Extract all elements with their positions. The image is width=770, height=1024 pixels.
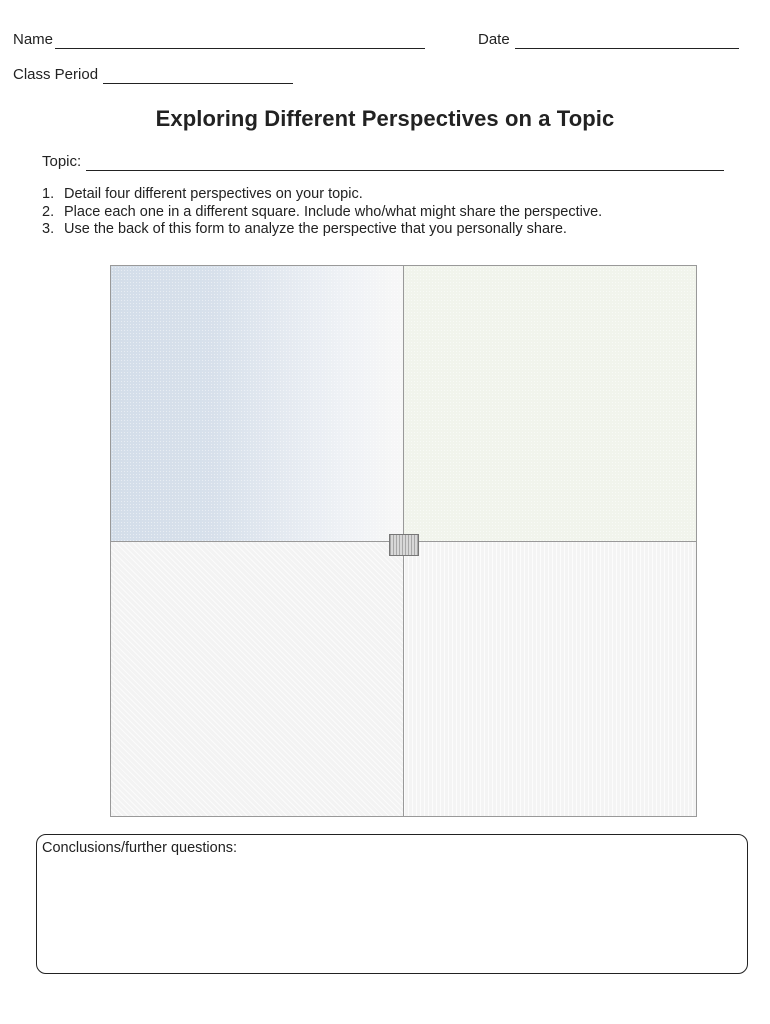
- date-field-row: [478, 31, 739, 49]
- topic-label: Topic:: [42, 153, 82, 170]
- instruction-text: Use the back of this form to analyze the perspective that you personally share.: [64, 221, 567, 237]
- perspective-square-top-right[interactable]: [404, 266, 696, 542]
- instructions-list: [42, 186, 602, 239]
- instruction-text: Detail four different perspectives on your topic.: [64, 186, 363, 202]
- conclusions-label: Conclusions/further questions:: [42, 840, 238, 856]
- class-period-input-line[interactable]: [103, 68, 293, 84]
- topic-input-line[interactable]: [86, 155, 724, 171]
- instruction-number: 2.: [42, 203, 55, 220]
- grid-center-tab: [389, 534, 419, 556]
- class-period-label: Class Period: [13, 66, 99, 83]
- name-field-row: [13, 31, 425, 49]
- conclusions-box[interactable]: [36, 834, 748, 974]
- instruction-number: 1.: [42, 186, 55, 202]
- date-input-line[interactable]: [515, 33, 739, 49]
- instruction-item: [42, 204, 602, 222]
- topic-field-row: [42, 153, 724, 171]
- date-label: Date: [478, 31, 510, 48]
- name-label: Name: [13, 31, 54, 48]
- page-title: Exploring Different Perspectives on a Topic: [155, 106, 615, 131]
- instruction-item: [42, 186, 602, 204]
- perspectives-grid: [110, 265, 697, 817]
- perspective-square-bottom-right[interactable]: [404, 542, 696, 816]
- instruction-item: [42, 221, 602, 239]
- name-input-line[interactable]: [55, 33, 425, 49]
- class-period-field-row: [13, 66, 293, 84]
- instruction-text: Place each one in a different square. Include who/what might share the perspective.: [64, 203, 603, 220]
- perspective-square-bottom-left[interactable]: [111, 542, 404, 816]
- perspective-square-top-left[interactable]: [111, 266, 404, 542]
- instruction-number: 3.: [42, 221, 55, 237]
